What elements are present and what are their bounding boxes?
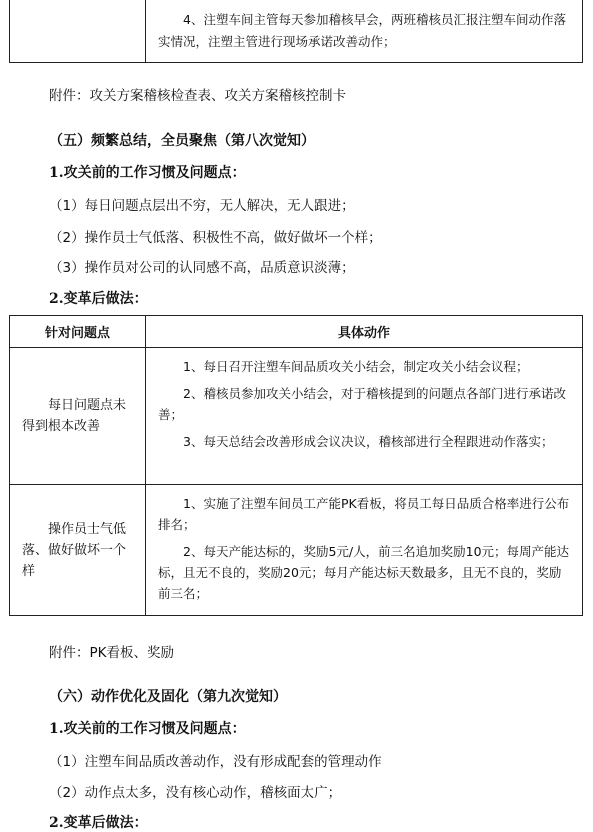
section6-heading-2: 2.变革后做法： <box>49 815 148 831</box>
section6-item-2: （2）动作点太多，没有核心动作，稽核面太广； <box>49 785 342 801</box>
top-table-right-cell <box>146 0 583 63</box>
row2-actions-cell <box>146 485 583 616</box>
table-row <box>10 485 583 616</box>
attachment-1: 附件：攻关方案稽核检查表、攻关方案稽核控制卡 <box>49 88 346 104</box>
section5-item-1: （1）每日问题点层出不穷，无人解决，无人跟进； <box>49 198 355 214</box>
row1-problem-cell <box>10 348 146 485</box>
section5-title: （五）频繁总结，全员聚焦（第八次觉知） <box>49 133 315 149</box>
section6-item-1: （1）注塑车间品质改善动作，没有形成配套的管理动作 <box>49 754 382 770</box>
row1-action-1: 1、每日召开注塑车间品质攻关小结会，制定攻关小结会议程； <box>183 359 529 374</box>
header-actions: 具体动作 <box>146 316 583 348</box>
row1-problem: 每日问题点未得到根本改善 <box>22 398 127 434</box>
table-header-row <box>10 316 583 348</box>
actions-table <box>9 315 583 616</box>
section6-title: （六）动作优化及固化（第九次觉知） <box>49 689 287 705</box>
row1-action-3: 3、每天总结会改善形成会议决议，稽核部进行全程跟进动作落实； <box>183 434 554 449</box>
section5-heading-1: 1.攻关前的工作习惯及问题点： <box>49 165 246 181</box>
row2-action-1: 1、实施了注塑车间员工产能PK看板，将员工每日品质合格率进行公布排名； <box>158 496 570 532</box>
row1-action-2: 2、稽核员参加攻关小结会，对于稽核提到的问题点各部门进行承诺改善； <box>158 386 566 422</box>
section6-heading-1: 1.攻关前的工作习惯及问题点： <box>49 721 246 737</box>
section5-item-2: （2）操作员士气低落、积极性不高，做好做坏一个样； <box>49 230 382 246</box>
row2-problem-cell <box>10 485 146 616</box>
row1-actions-cell <box>146 348 583 485</box>
top-table-text: 4、注塑车间主管每天参加稽核早会，两班稽核员汇报注塑车间动作落实情况，注塑主管进行现场承诺改善动作； <box>158 12 566 49</box>
top-table-fragment <box>9 0 583 63</box>
section5-item-3: （3）操作员对公司的认同感不高，品质意识淡薄； <box>49 260 355 276</box>
row2-action-2: 2、每天产能达标的，奖励5元/人，前三名追加奖励10元；每周产能达标，且无不良的，奖励20元；每月产能达标天数最多，且无不良的，奖励前三名； <box>158 544 570 601</box>
section5-heading-2: 2.变革后做法： <box>49 291 148 307</box>
row2-problem: 操作员士气低落、做好做坏一个样 <box>22 521 127 579</box>
attachment-2: 附件：PK看板、奖励 <box>49 645 174 661</box>
header-problem: 针对问题点 <box>10 316 146 348</box>
top-table-left-cell <box>10 0 146 63</box>
table-row <box>10 348 583 485</box>
